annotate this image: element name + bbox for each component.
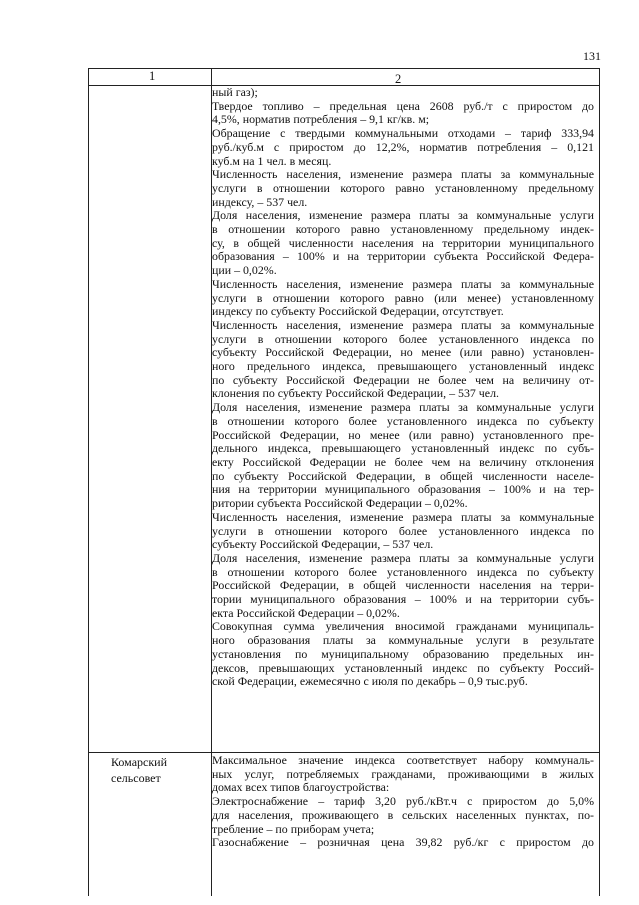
paragraph [212,127,594,168]
text-line: ного предельного индекса, превышающего установленный индекс [212,359,594,374]
text-line: Газоснабжение – розничная цена 39,82 руб./кг с приростом до [212,835,594,850]
municipality-line: Комарский [111,755,168,769]
text-line: дексов, превышающих установленный индекс по субъекту Россий- [212,660,594,675]
row-2-text [212,754,594,850]
paragraph [212,620,594,689]
paragraph [212,100,594,127]
text-line: услуги в отношении которого равно (или менее) установленному [212,290,594,305]
text-line: Численность населения, изменение размера платы за коммунальные [212,509,594,524]
paragraph [212,168,594,209]
text-line: ции – 0,02%. [212,263,277,278]
text-line: услуги в отношении которого более установленного индекса по [212,331,594,346]
text-line: Доля населения, изменение размера платы за коммунальные услуги [212,400,594,415]
page-number: 131 [583,49,601,63]
paragraph [212,278,594,319]
text-line: руб./куб.м с приростом до 12,2%, норматив потребления – 0,121 [212,139,594,154]
text-line: Российской Федерации, но менее (или равно) установленного пре- [212,427,594,442]
text-line: Численность населения, изменение размера платы за коммунальные [212,167,594,182]
text-line: Твердое топливо – предельная цена 2608 руб./т с приростом до [212,98,594,113]
paragraph [212,86,594,100]
text-line: Обращение с твердыми коммунальными отходами – тариф 333,94 [212,126,594,141]
paragraph [212,754,594,795]
text-line: по субъекту Российской Федерации не более чем на величину от- [212,372,594,387]
text-line: установления по муниципальному образованию предельных ин- [212,646,594,661]
municipality-line: сельсовет [111,771,161,785]
municipality-name [111,754,207,786]
text-line: 4,5%, норматив потребления – 9,1 кг/кв. м; [212,112,430,127]
document-table [88,68,600,896]
text-line: Российской Федерации, в общей численности населения на терри- [212,578,594,593]
text-line: услуги в отношении которого равно установленному предельному [212,180,594,195]
paragraph [212,319,594,401]
text-line: услуги в отношении которого более установленного индекса по [212,523,594,538]
text-line: су, в общей численности населения на территории муниципального [212,235,594,250]
paragraph [212,552,594,621]
text-line: требление – по приборам учета; [212,821,375,836]
text-line: екту Российской Федерации не более чем на величину отклонения [212,454,594,469]
text-line: индексу, – 537 чел. [212,194,308,209]
paragraph [212,401,594,511]
text-line: тории муниципального образования – 100% и на территории субъ- [212,592,594,607]
paragraph [212,209,594,278]
text-line: ской Федерации, ежемесячно с июля по декабрь – 0,9 тыс.руб. [212,674,528,689]
text-line: образования – 100% и на территории субъекта Российской Федера- [212,249,594,264]
text-line: Максимальное значение индекса соответствует набору коммуналь- [212,753,594,767]
text-line: дельного индекса, превышающего установленный индекс по субъ- [212,441,594,456]
header-col-2: 2 [395,72,402,86]
text-line: Совокупная сумма увеличения вносимой гражданами муниципаль- [212,619,594,634]
text-line: ритории субъекта Российской Федерации – 0,02%. [212,496,468,511]
text-line: субъекту Российской Федерации, – 537 чел. [212,537,434,552]
text-line: для населения, проживающего в сельских населенных пунктах, по- [212,807,594,822]
paragraph [212,836,594,850]
text-line: домах всех типов благоустройства: [212,780,390,795]
text-line: ния на территории муниципального образования – 100% и на тер- [212,482,594,497]
header-col-1: 1 [149,69,156,83]
text-line: в отношении которого равно установленному предельному индек- [212,222,594,237]
text-line: клонения по субъекту Российской Федерации, – 537 чел. [212,386,499,401]
table-top-border [89,68,599,69]
text-line: субъекту Российской Федерации, но менее (или равно) установлен- [212,345,594,360]
text-line: по субъекту Российской Федерации, в общей численности населе- [212,468,594,483]
text-line: Численность населения, изменение размера платы за коммунальные [212,276,594,291]
text-line: куб.м на 1 чел. в месяц. [212,153,332,168]
text-line: ный газ); [212,85,258,99]
text-line: екта Российской Федерации – 0,02%. [212,605,400,620]
text-line: в отношении которого более установленного индекса по субъекту [212,413,594,428]
text-line: Численность населения, изменение размера платы за коммунальные [212,317,594,332]
text-line: Электроснабжение – тариф 3,20 руб./кВт.ч с приростом до 5,0% [212,794,594,809]
paragraph [212,511,594,552]
text-line: Доля населения, изменение размера платы за коммунальные услуги [212,208,594,223]
text-line: Доля населения, изменение размера платы за коммунальные услуги [212,550,594,565]
text-line: ного образования платы за коммунальные услуги в результате [212,633,594,648]
text-line: индексу по субъекту Российской Федерации, отсутствует. [212,304,504,319]
row-1-text [212,86,594,689]
text-line: ных услуг, потребляемых гражданами, проживающими в жилых [212,766,594,781]
paragraph [212,795,594,836]
text-line: в отношении которого более установленного индекса по субъекту [212,564,594,579]
